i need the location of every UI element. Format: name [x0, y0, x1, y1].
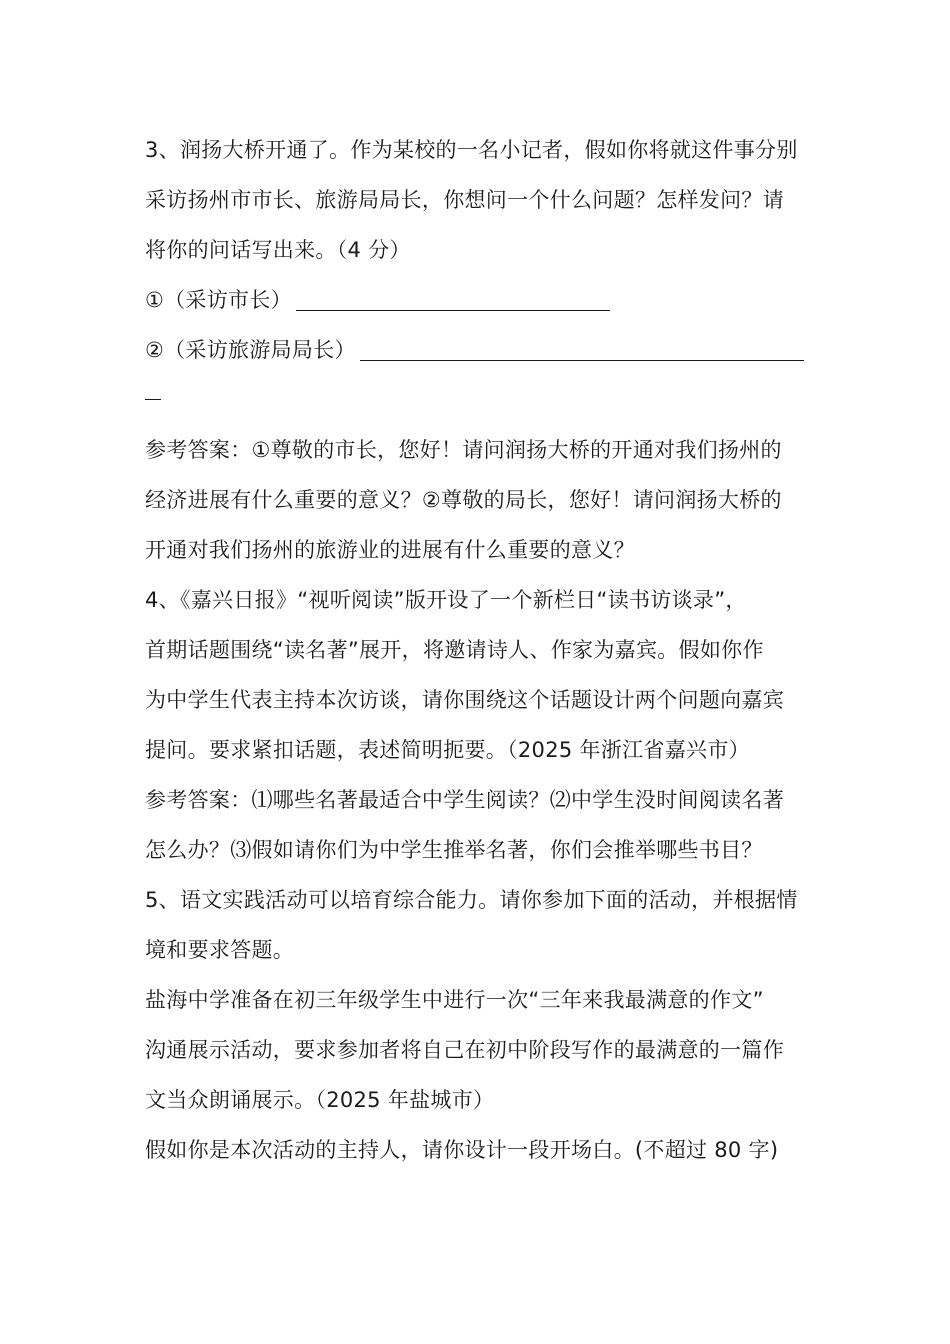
answer-blank-tourism-label: ②（采访旅游局局长）: [145, 338, 356, 362]
question-3-text-line-2: 采访扬州市市长、旅游局局长，你想问一个什么问题？怎样发问？请: [145, 188, 784, 212]
question-4-text-line-2: 首期话题围绕“读名著”展开，将邀请诗人、作家为嘉宾。假如你作: [145, 638, 764, 662]
question-4-answer-line-2: 怎么办？⑶假如请你们为中学生推举名著，你们会推举哪些书目？: [145, 838, 763, 862]
question-4-text-line-3: 为中学生代表主持本次访谈，请你围绕这个话题设计两个问题向嘉宾: [145, 688, 784, 712]
question-3-answer-line-1: 参考答案：①尊敬的市长，您好！请问润扬大桥的开通对我们扬州的: [145, 438, 782, 462]
question-4: [145, 575, 805, 875]
question-5: [145, 875, 805, 1175]
question-3-text-line-1: 3、润扬大桥开通了。作为某校的一名小记者，假如你将就这件事分别: [145, 138, 798, 162]
answer-blank-tourism-underline[interactable]: [360, 340, 804, 361]
answer-blank-tourism: [145, 325, 805, 375]
answer-blank-tourism-continuation: [145, 375, 805, 425]
question-4-text-line-4: 提问。要求紧扣话题，表述简明扼要。（2025 年浙江省嘉兴市）: [145, 738, 750, 762]
question-3-answer-line-3: 开通对我们扬州的旅游业的进展有什么重要的意义？: [145, 538, 635, 562]
answer-blank-mayor: [145, 275, 805, 325]
question-5-text-line-3: 盐海中学准备在初三年级学生中进行一次“三年来我最满意的作文”: [145, 988, 764, 1012]
answer-blank-mayor-label: ①（采访市长）: [145, 288, 292, 312]
question-5-text-line-4: 沟通展示活动，要求参加者将自己在初中阶段写作的最满意的一篇作: [145, 1038, 784, 1062]
question-5-text-line-2: 境和要求答题。: [145, 938, 295, 962]
document-page: [145, 125, 805, 1175]
question-5-text-line-1: 5、语文实践活动可以培育综合能力。请你参加下面的活动，并根据情: [145, 888, 798, 912]
question-5-text-line-6: 假如你是本次活动的主持人，请你设计一段开场白。(不超过 80 字): [145, 1138, 779, 1162]
answer-blank-mayor-underline[interactable]: [296, 290, 610, 311]
question-4-text-line-1: 4、《嘉兴日报》“视听阅读”版开设了一个新栏日“读书访谈录”，: [145, 588, 747, 612]
answer-blank-tourism-underline-wrap[interactable]: [145, 375, 161, 400]
question-3-text-line-3: 将你的问话写出来。（4 分）: [145, 238, 411, 262]
question-5-text-line-5: 文当众朗诵展示。（2025 年盐城市）: [145, 1088, 495, 1112]
question-3-answer-line-2: 经济进展有什么重要的意义？②尊敬的局长，您好！请问润扬大桥的: [145, 488, 782, 512]
question-4-answer-line-1: 参考答案：⑴哪些名著最适合中学生阅读？⑵中学生没时间阅读名著: [145, 788, 784, 812]
question-3: [145, 125, 805, 575]
